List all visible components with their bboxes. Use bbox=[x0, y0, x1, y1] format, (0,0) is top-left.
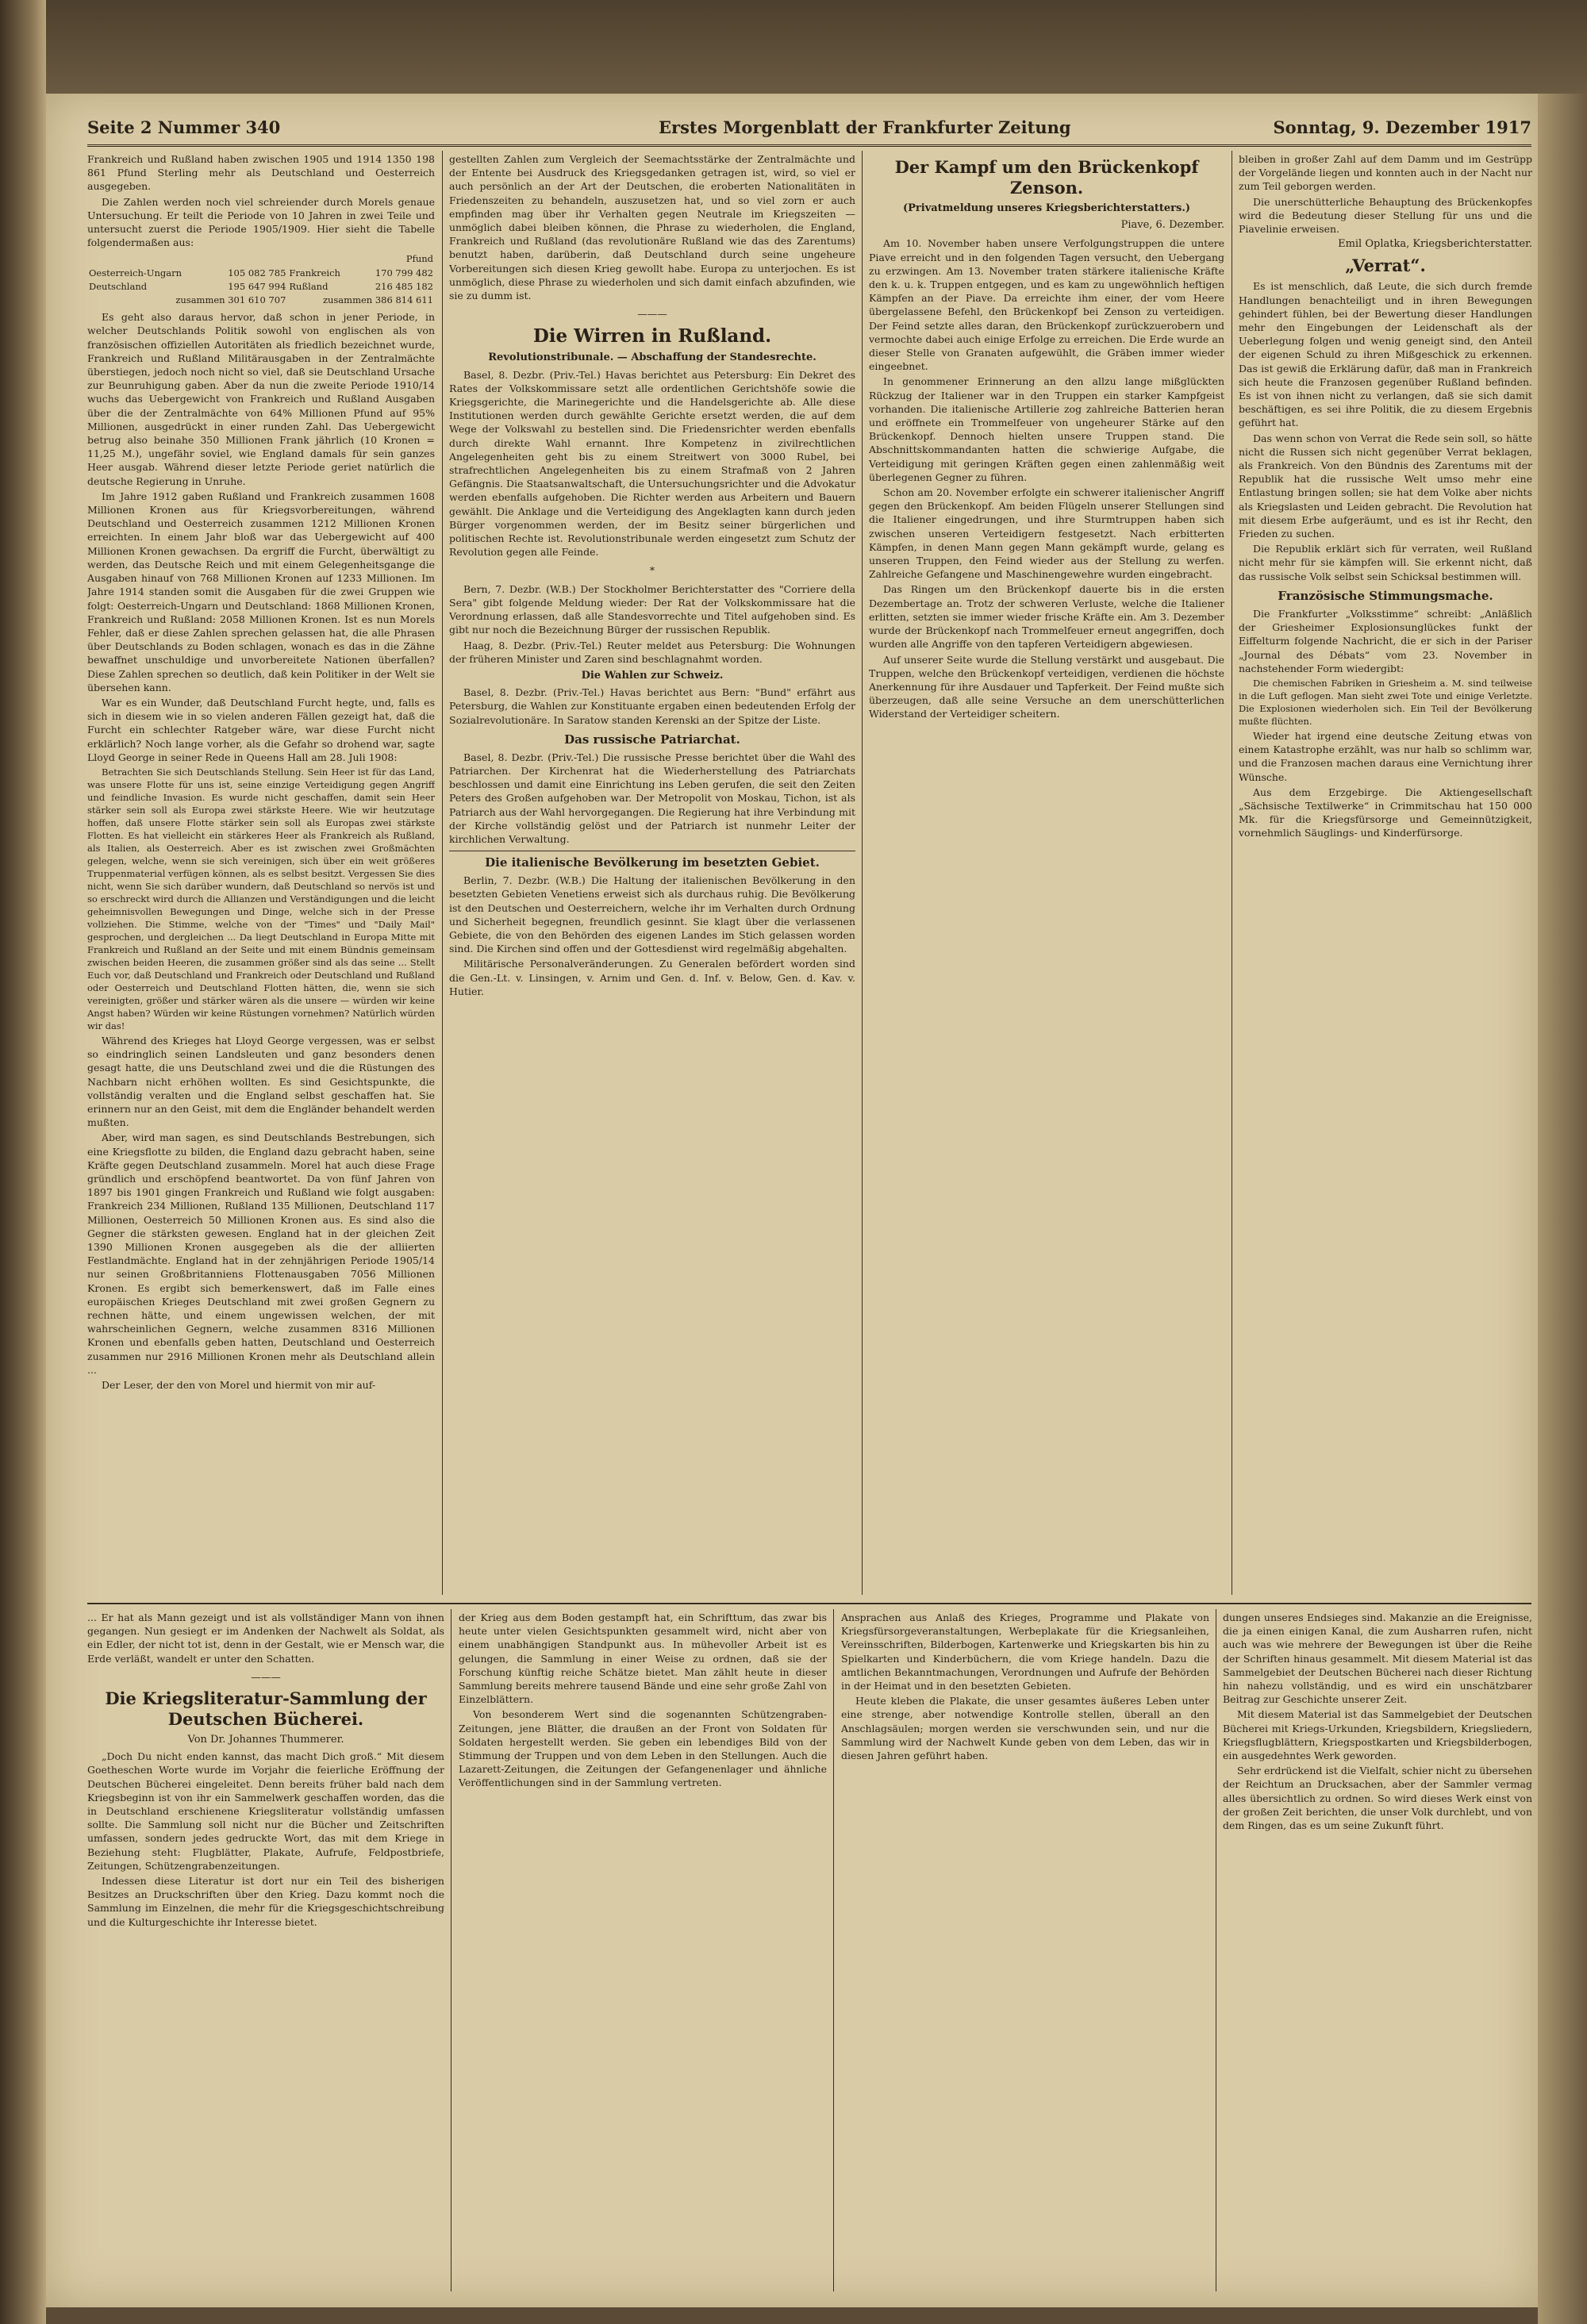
article-subheadline: (Privatmeldung unseres Kriegsberichterstatters.) bbox=[902, 202, 1190, 214]
table-cell: Deutschland bbox=[89, 280, 148, 292]
article-quote: Betrachten Sie sich Deutschlands Stellung. Sein Heer ist für das Land, was unsere Flotte für uns ist, seine einzige Verteidigung gegen Angriff und feindliche Invasion. Es wurde nicht geschaffen, damit sein Heer stärker sein soll als Europa zwei stärkste Heere. Wie wir heutzutage hoffen, daß unsere Flotte stärker sein soll als Europas zwei stärkste Flotten. Es hat vielleicht ein stärkeres Heer als Frankreich als Rußland, als Italien, als Oesterreich. Aber es ist zwischen zwei Großmächten gelegen, welche, wenn sie sich vereinigen, sich über ein weit größeres Truppenmaterial verfügen können, als es selbst besitzt. Vergessen Sie dies nicht, wenn Sie sich darüber wundern, daß Deutschland so nervös ist und so erschreckt wird durch die Allianzen und Verständigungen und die leicht geheimnisvollen Bewegungen und Dinge, welche sich in der Presse vollziehen. Die Stimme, welche von der "Times" und "Daily Mail" gesprochen, und dergleichen ... Da liegt Deutschland in Europa Mitte mit Frankreich und Rußland an der Seite und mit einem Bündnis gemeinsam zwischen beiden Heeren, die zusammen größer sind als das seine ... Stellt Euch vor, daß Deutschland und Frankreich oder Deutschland und Rußland oder Oesterreich und Deutschland Flotten hätten, die, wenn sie sich vereinigten, größer und stärker wären als die unsere — würden wir keine Angst haben? Würden wir keine Rüstungen vornehmen? Natürlich würden wir das! bbox=[87, 766, 435, 1031]
article-paragraph: In genommener Erinnerung an den allzu lange mißglückten Rückzug der Italiener war in den Truppen ein starker Kampfgeist vorhanden. Die italienische Artillerie zog zahlreiche Batterien heran und eröffnete ein Trommelfeuer von ungeheurer Stärke auf den Brückenkopf. Dennoch hielten unsere Truppen stand. Die Abschnittskommandanten hatten die schwierige Aufgabe, die Verteidigung mit geringen Kräften gegen einen zahlenmäßig weit überlegenen Gegner zu führen. bbox=[869, 375, 1224, 483]
article-paragraph: dungen unseres Endsieges sind. Makanzie an die Ereignisse, die ja einen einigen Kanal, die zum Ausharren rufen, nicht auch was wie mehrere der Bewegungen ist über die Reihe der Schriften hinaus gesammelt. Mit diesem Material ist das Sammelgebiet der Deutschen Bücherei nach dieser Richtung hin nahezu vollständig, und es wird ein unschätzbarer Beitrag zur Geschichte unserer Zeit. bbox=[1223, 1611, 1532, 1706]
newspaper-title: Erstes Morgenblatt der Frankfurter Zeitung bbox=[659, 117, 1071, 137]
article-paragraph: Berlin, 7. Dezbr. (W.B.) Die Haltung der italienischen Bevölkerung in den besetzten Gebieten Venetiens erweist sich als durchaus ruhig. Die Bevölkerung ist den Deutschen und Oesterreichern, welche ihr im Verhalten durch Ordnung und Sicherheit begegnen, freundlich gesinnt. Sie klagt über die verlassenen Gebiete, die von den Behörden des eigenen Landes im Stich gelassen worden sind. Die Kirchen sind offen und der Gottesdienst wird regelmäßig abgehalten. bbox=[449, 874, 855, 955]
article-byline: Von Dr. Johannes Thummerer. bbox=[187, 1734, 344, 1746]
scan-right-edge bbox=[1538, 94, 1587, 2324]
section-divider bbox=[87, 1603, 1531, 1604]
article-paragraph: Die Frankfurter „Volksstimme“ schreibt: „Anläßlich der Griesheimer Explosionsunglückes funkt der Eiffelturm folgende Nachricht, die er sich in der Pariser „Journal des Débats“ vom 23. November in nachstehender Form wiedergibt: bbox=[1239, 607, 1532, 674]
article-paragraph: Haag, 8. Dezbr. (Priv.-Tel.) Reuter meldet aus Petersburg: Die Wohnungen der früheren Minister und Zaren sind beschlagnahmt worden. bbox=[449, 639, 855, 665]
table-row bbox=[87, 267, 435, 280]
table-cell: Oesterreich-Ungarn bbox=[89, 267, 182, 278]
separator: ——— bbox=[251, 1670, 281, 1683]
article-paragraph: Während des Krieges hat Lloyd George vergessen, was er selbst so eindringlich seinen Landsleuten und ganz besonders denen gesagt hatte, die uns Deutschland zwei und die die Rüstungen des Nachbarn nicht erhöhen wollten. Es sind Gesichtspunkte, die vollständig veralten und die England selbst geschaffen hat. Sie erinnern nur an den Geist, mit dem die Engländer behandelt werden mußten. bbox=[87, 1034, 435, 1129]
column-rule bbox=[442, 151, 443, 1595]
column-rule bbox=[451, 1609, 452, 2291]
column-1 bbox=[87, 152, 435, 1598]
table-cell: Frankreich bbox=[289, 267, 340, 278]
article-headline: Die italienische Bevölkerung im besetzten Gebiet. bbox=[449, 851, 855, 870]
article-paragraph: Militärische Personalveränderungen. Zu Generalen befördert worden sind die Gen.-Lt. v. Linsingen, v. Arnim und Gen. d. Inf. v. Below, Gen. d. Kav. v. Hutier. bbox=[449, 958, 855, 997]
budget-table bbox=[87, 252, 435, 307]
column-3 bbox=[869, 152, 1224, 1598]
column-rule bbox=[862, 151, 863, 1595]
article-paragraph: Indessen diese Literatur ist dort nur ein Teil des bisherigen Besitzes an Druckschriften über den Krieg. Dazu kommt noch die Sammlung im Einzelnen, die mehr für die Kriegsgeschichtschreibung und die Kulturgeschichte ihr Interesse bietet. bbox=[87, 1875, 444, 1928]
article-paragraph: Mit diesem Material ist das Sammelgebiet der Deutschen Bücherei mit Kriegs-Urkunden, Kriegsbildern, Kriegsliedern, Kriegsflugblättern, Kriegspostkarten und Kriegsbilderbogen, ein ausgedehntes Werk geworden. bbox=[1223, 1708, 1532, 1762]
article-paragraph: Basel, 8. Dezbr. (Priv.-Tel.) Die russische Presse berichtet über die Wahl des Patriarchen. Der Kirchenrat hat die Wiederherstellung des Patriarchats beschlossen und damit eine Einrichtung ins Leben gerufen, die seit den Zeiten Peters des Großen aufgehoben war. Der Metropolit von Moskau, Tichon, ist als Patriarch aus der Wahl hervorgegangen. Die Regierung hat ihre Verbindung mit der Kirche vollständig gelöst und der Patriarch ist nunmehr Leiter der kirchlichen Verwaltung. bbox=[449, 751, 855, 845]
article-paragraph: Es geht also daraus hervor, daß schon in jener Periode, in welcher Deutschlands Politik sowohl von englischen als von französischen offiziellen Autoritäten als friedlich bezeichnet wurde, Frankreich und Rußland Militärausgaben in der Zentralmächte überstiegen, jedoch noch nicht so viel, daß sie Deutschland Ursache zur Beunruhigung gaben. Aber da nun die zweite Periode 1910/14 wuchs das Uebergewicht von Frankreich und Rußland Ausgaben über die der Zentralmächte von 64% Millionen Pfund auf 95% Millionen, ausgedrückt in einer runden Zahl. Das Uebergewicht betrug also beinahe 350 Millionen Frank jährlich (10 Kronen = 11,25 M.), ungefähr soviel, wie England damals für sein ganzes Heer ausgab. Während dieser letzte Periode geriet natürlich die deutsche Regierung in Unruhe. bbox=[87, 311, 435, 487]
article-paragraph: Das Ringen um den Brückenkopf dauerte bis in die ersten Dezembertage an. Trotz der schweren Verluste, welche die Italiener erlitten, setzten sie immer wieder frische Kräfte ein. Am 3. Dezember wurde der Brückenkopf nach Trommelfeuer erneut angegriffen, doch wurden alle Angriffe von den tapferen Verteidigern abgewiesen. bbox=[869, 583, 1224, 651]
article-headline: Die Wirren in Rußland. bbox=[532, 325, 772, 348]
separator: ——— bbox=[637, 308, 667, 321]
article-subheadline: Revolutionstribunale. — Abschaffung der Standesrechte. bbox=[488, 351, 817, 364]
article-paragraph: gestellten Zahlen zum Vergleich der Seemachtsstärke der Zentralmächte und der Entente bei Ausdruck des Kriegsgedanken getragen ist, wird, so viel er auch persönlich an der Art der Deutschen, die eroberten Nationalitäten in Friedenszeiten zu behandeln, auszusetzen hat, und so viel zorn er auch empfinden mag über ihr Verhalten gegen Neutrale im Kriegszeiten — unmöglich dabei bleiben können, die Phrase zu wiederholen, die England, Frankreich und Rußland (das revolutionäre Rußland wie das des Zarentums) benutzt haben, darüberin, daß Deutschland durch seine ungeheure Vorbereitungen sich diesen Krieg gewollt habe. Europa zu unterjochen. Es ist unmöglich, diese Phrase zu wiederholen und sich damit einfach abzufinden, wie sie zu dumm ist. bbox=[449, 153, 855, 302]
table-cell: 170 799 482 bbox=[375, 267, 433, 278]
table-row bbox=[87, 294, 435, 307]
scan-top-edge bbox=[46, 0, 1587, 94]
feuilleton-column-4 bbox=[1223, 1611, 1532, 2285]
article-paragraph: Heute kleben die Plakate, die unser gesamtes äußeres Leben unter eine strenge, aber notwendige Kontrolle stellen, überall an den Anschlagsäulen; morgen werden sie verschwunden sein, und nur die Sammlung wird der Nachwelt Kunde geben von dem Leben, das wir in diesen Jahren geführt haben. bbox=[841, 1695, 1209, 1762]
article-paragraph: Schon am 20. November erfolgte ein schwerer italienischer Angriff gegen den Brückenkopf. Am beiden Flügeln unserer Stellungen sind die Italiener eingedrungen, und ihre Sturmtruppen haben sich zwischen unseren Verteidigern festgesetzt. Nach erbitterten Kämpfen, in denen Mann gegen Mann gekämpft wurde, gelang es unseren Truppen, den Feind wieder aus der Stellung zu werfen. Zahlreiche Gefangene und Maschinengewehre wurden eingebracht. bbox=[869, 486, 1224, 581]
article-paragraph: Aus dem Erzgebirge. Die Aktiengesellschaft „Sächsische Textilwerke“ in Crimmitschau hat 150 000 Mk. für die Kriegsfürsorge und Gemeinnützigkeit, vornehmlich Säuglings- und Kinderfürsorge. bbox=[1239, 786, 1532, 839]
article-paragraph: „Doch Du nicht enden kannst, das macht Dich groß.“ Mit diesem Goetheschen Worte wurde im Vorjahr die feierliche Eröffnung der Deutschen Bücherei eingeleitet. Denn bereits früher bald nach dem Kriegsbeginn ist von ihr ein Sammelwerk geschaffen worden, das die in Deutschland erschienene Kriegsliteratur vollständig umfassen sollte. Die Sammlung soll nicht nur die Bücher und Zeitschriften umfassen, sondern jedes gedruckte Wort, das mit dem Kriege in Beziehung steht: Flugblätter, Plakate, Aufrufe, Feldpostbriefe, Zeitungen, Schützengrabenzeitungen. bbox=[87, 1750, 444, 1872]
article-paragraph: Sehr erdrückend ist die Vielfalt, schier nicht zu übersehen der Reichtum an Drucksachen, aber der Sammler vermag alles übersichtlich zu ordnen. So wird dieses Werk einst von der großen Zeit berichten, die unser Volk durchlebt, und von dem Ringen, das es um seine Zukunft führt. bbox=[1223, 1765, 1532, 1832]
issue-date: Sonntag, 9. Dezember 1917 bbox=[1273, 117, 1531, 137]
article-paragraph: Wieder hat irgend eine deutsche Zeitung etwas von einem Katastrophe erzählt, was nur halb so schlimm war, und die Franzosen machen daraus eine Vernichtung ihrer Wünsche. bbox=[1239, 729, 1532, 783]
table-cell: 195 647 994 bbox=[228, 280, 286, 292]
article-paragraph: Es ist menschlich, daß Leute, die sich durch fremde Handlungen benachteiligt und in ihren Bewegungen gehindert fühlen, bei der Bewertung dieser Handlungen mehr den Eingebungen der Leidenschaft als der Ueberlegung folgen und wenig geneigt sind, den Anteil der eigenen Schuld zu ihren Mißgeschick zu erkennen. Das ist gewiß die Erklärung dafür, daß man in Frankreich sich heute die Franzosen gegenüber Rußland befinden. Es ist von ihnen nicht zu verlangen, daß sie sich damit beschäftigen, es sei ihre Politik, die zu diesem Ergebnis geführt hat. bbox=[1239, 280, 1532, 429]
article-subheadline: Das russische Patriarchat. bbox=[564, 732, 740, 747]
table-cell: 105 082 785 bbox=[228, 267, 286, 278]
dateline: Piave, 6. Dezember. bbox=[1120, 219, 1224, 232]
page-number: Seite 2 Nummer 340 bbox=[87, 117, 281, 137]
article-headline: „Verrat“. bbox=[1345, 255, 1426, 276]
article-paragraph: War es ein Wunder, daß Deutschland Furcht hegte, und, falls es sich in diesem wie in so vielen anderen Fällen gezeigt hat, daß die Furcht ein schlechter Ratgeber wäre, war diese Furcht nicht erklärlich? Noch lange vorher, als die Gefahr so drohend war, sagte Lloyd George in seiner Rede in Queens Hall am 28. Juli 1908: bbox=[87, 696, 435, 763]
table-row bbox=[87, 280, 435, 294]
article-paragraph: Frankreich und Rußland haben zwischen 1905 und 1914 1350 198 861 Pfund Sterling mehr als Deutschland und Oesterreich ausgegeben. bbox=[87, 153, 435, 193]
article-subheadline: Die Wahlen zur Schweiz. bbox=[581, 669, 724, 682]
article-paragraph: Aber, wird man sagen, es sind Deutschlands Bestrebungen, sich eine Kriegsflotte zu bilden, die England dazu gebracht haben, seine Kräfte gegen Deutschland zusammeln. Morel hat auch diese Frage gründlich und erschöpfend beantwortet. Da von fünf Jahren von 1897 bis 1901 gingen Frankreich und Rußland wie folgt ausgaben: Frankreich 234 Millionen, Rußland 135 Millionen, Deutschland 117 Millionen, Oesterreich 50 Millionen Kronen aus. Es sind also die Gegner die stärksten gewesen. England hat in der gleichen Zeit 1390 Millionen Kronen ausgegeben als die der alliierten Festlandmächte. England hat in der zehnjährigen Periode 1905/14 nur seinen Großbritanniens Flottenausgaben 7056 Millionen Kronen. Es ergibt sich bemerkenswert, daß im Falle eines europäischen Krieges Deutschland mit zwei großen Gegnern zu rechnen hätte, und einem ungewissen welchen, der mit wahrscheinlichen Gegnern, welche zusammen 8316 Millionen Kronen und ebenfalls geben hatten, Deutschland und Oesterreich zusammen nur 2916 Millionen Kronen mehr als Deutschland allein ... bbox=[87, 1131, 435, 1376]
table-cell: Rußland bbox=[289, 280, 329, 292]
table-total: zusammen 386 814 611 bbox=[322, 294, 433, 306]
article-headline: Französische Stimmungsmache. bbox=[1278, 588, 1493, 603]
article-paragraph: Ansprachen aus Anlaß des Krieges, Programme und Plakate von Kriegsfürsorgeveranstaltungen, Werbeplakate für die Kriegsanleihen, Vereinsschriften, Bilderbogen, Kartenwerke und Kriegskarten bis hin zu Spielkarten und Kinderbüchern, die vom Kriege handeln. Dazu die amtlichen Bekanntmachungen, Verordnungen und Aufrufe der Behörden in der Heimat und in den besetzten Gebieten. bbox=[841, 1611, 1209, 1692]
article-paragraph: Basel, 8. Dezbr. (Priv.-Tel.) Havas berichtet aus Bern: "Bund" erfährt aus Petersburg, die Wahlen zur Konstituante ergaben einen bedeutenden Erfolg der Sozialrevolutionäre. In Saratow standen Kerenski an der Spitze der Liste. bbox=[449, 686, 855, 726]
article-paragraph: Im Jahre 1912 gaben Rußland und Frankreich zusammen 1608 Millionen Kronen aus für Kriegsvorbereitungen, während Deutschland und Oesterreich zusammen 1212 Millionen Kronen erreichten. In einem Jahr bloß war das Uebergewicht auf 400 Millionen Kronen gewachsen. Da ergriff die Furcht, überwältigt zu werden, das Deutsche Reich und mit einem Gelegenheitsgange die Ausgaben hinauf von 768 Millionen Kronen auf 1233 Millionen. Im Jahre 1914 standen somit die Ausgaben für die zwei Gruppen wie folgt: Oesterreich-Ungarn und Deutschland: 1868 Millionen Kronen, Frankreich und Rußland: 2058 Millionen Kronen. Ist es nun Morels Fehler, daß er diese Zahlen sprechen gelassen hat, die alle Phrasen über Deutschlands zu Boden schlagen, wonach es das in die Zähne bewaffnet unschuldige und unvorbereitete Nationen überfallen? Diese Zahlen sprechen so deutlich, daß kein Politiker in der Welt sie übersehen kann. bbox=[87, 490, 435, 693]
feuilleton-column-1 bbox=[87, 1611, 444, 2285]
article-paragraph: Die Zahlen werden noch viel schreiender durch Morels genaue Untersuchung. Er teilt die Periode von 10 Jahren in zwei Teile und untersucht zuerst die Periode 1905/1909. Hier sieht die Tabelle folgendermaßen aus: bbox=[87, 195, 435, 249]
article-paragraph: Auf unserer Seite wurde die Stellung verstärkt und ausgebaut. Die Truppen, welche den Brückenkopf verteidigen, verdienen die höchste Anerkennung für ihre Ausdauer und Tapferkeit. Der Feind mußte sich überzeugen, daß alle seine Versuche an dem unerschütterlichen Widerstand der Verteidiger scheitern. bbox=[869, 653, 1224, 720]
article-paragraph: Die Republik erklärt sich für verraten, weil Rußland nicht mehr für sie kämpfen will. Sie erkennt nicht, daß das russische Volk selbst sein Schicksal bestimmen will. bbox=[1239, 543, 1532, 582]
page-header bbox=[87, 117, 1531, 147]
feuilleton-column-2 bbox=[459, 1611, 827, 2285]
article-headline: Der Kampf um den Brückenkopf Zenson. bbox=[894, 157, 1199, 198]
article-paragraph: Bern, 7. Dezbr. (W.B.) Der Stockholmer Berichterstatter des "Corriere della Sera" gibt folgende Meldung wieder: Der Rat der Volkskommissare hat die Verordnung erlassen, daß alle Standesvorrechte und Titel aufgehoben sind. Es gibt nur noch die Bezeichnung Bürger der russischen Republik. bbox=[449, 582, 855, 636]
article-paragraph: ... Er hat als Mann gezeigt und ist als vollständiger Mann von ihnen gegangen. Nun gesiegt er im Andenken der Nachwelt als Soldat, als ein Edler, der nicht tot ist, denn in der Gestalt, wie er Mensch war, die Erde verläßt, wandelt er unter den Schatten. bbox=[87, 1611, 444, 1665]
article-paragraph: Am 10. November haben unsere Verfolgungstruppen die untere Piave erreicht und in den folgenden Tagen versucht, den Uebergang zu erzwingen. Am 13. November traten stärkere italienische Kräfte den k. u. k. Truppen entgegen, und es kam zu ungewöhnlich heftigen Kämpfen an der Piave. Da erreichte ihm einer, der vom Heere übergelassene Befehl, den Brückenkopf bei Zenson zu verteidigen. Der Feind setzte alles daran, den Brückenkopf zurückzuerobern und vermochte dabei auch einige Erfolge zu erreichen. Die Erde wurde an dieser Stelle von Granaten aufgewühlt, die Gräben immer wieder eingeebnet. bbox=[869, 237, 1224, 373]
article-paragraph: Der Leser, der den von Morel und hiermit von mir auf- bbox=[102, 1379, 376, 1392]
article-paragraph: der Krieg aus dem Boden gestampft hat, ein Schrifttum, das zwar bis heute unter vielen Gesichtspunkten gesammelt wird, nicht aber von einem unabhängigen Standpunkt aus. In mühevoller Arbeit ist es gelungen, die Sammlung in einer Weise zu ordnen, daß sie der Forschung künftig reiche Schätze bietet. Man zählt heute in dieser Sammlung bereits mehrere tausend Bände und eine sehr große Zahl von Einzelblättern. bbox=[459, 1611, 827, 1706]
article-paragraph: Von besonderem Wert sind die sogenannten Schützengraben-Zeitungen, jene Blätter, die draußen an der Front von Soldaten für Soldaten hergestellt werden. Sie geben ein lebendiges Bild von der Stimmung der Truppen und von dem Leben in den Stellungen. Auch die Lazarett-Zeitungen, die Zeitungen der Gefangenenlager und ähnliche Veröffentlichungen sind in der Sammlung vertreten. bbox=[459, 1708, 827, 1789]
article-headline: Die Kriegsliteratur-Sammlung der Deutschen Bücherei. bbox=[105, 1688, 427, 1730]
column-rule bbox=[833, 1609, 834, 2291]
feuilleton-column-3 bbox=[841, 1611, 1209, 2285]
table-total: zusammen 301 610 707 bbox=[175, 294, 286, 306]
table-cell: 216 485 182 bbox=[375, 280, 433, 292]
article-paragraph: Basel, 8. Dezbr. (Priv.-Tel.) Havas berichtet aus Petersburg: Ein Dekret des Rates der Volkskommissare setzt alle ordentlichen Gerichtshöfe sowie die Kriegsgerichte, die Marinegerichte und die Handelsgerichte ab. Alle diese Institutionen werden durch gewählte Gerichte ersetzt werden, die auf dem Wege der Volkswahl zu bestellen sind. Die Friedensrichter werden ebenfalls durch direkte Wahl ernannt. Ihre Kompetenz in zivilrechtlichen Angelegenheiten geht bis zu einem Streitwert von 3000 Rubel, bei strafrechtlichen Angelegenheiten bis zu einem Strafmaß von 2 Jahren Gefängnis. Die Staatsanwaltschaft, die Untersuchungsrichter und die Advokatur werden ebenfalls aufgehoben. Die Richter werden aus Arbeitern und Bauern gewählt. Die Anklage und die Verteidigung des Angeklagten kann durch jeden Bürger vorgenommen werden, der im Besitz seiner bürgerlichen und politischen Rechte ist. Revolutionstribunale werden eingesetzt zum Schutz der Revolution gegen alle Feinde. bbox=[449, 368, 855, 559]
column-2 bbox=[449, 152, 855, 1598]
scan-left-edge bbox=[0, 0, 46, 2324]
table-unit: Pfund bbox=[405, 253, 433, 265]
article-paragraph: bleiben in großer Zahl auf dem Damm und im Gestrüpp der Vorgelände liegen und konnten auch in der Nacht nur zum Teil geborgen werden. bbox=[1239, 153, 1532, 193]
article-quote: Die chemischen Fabriken in Griesheim a. M. sind teilweise in die Luft geflogen. Man sieht zwei Tote und einige Verletzte. Die Explosionen wiederholen sich. Ein Teil der Bevölkerung mußte flüchten. bbox=[1239, 677, 1532, 727]
article-author: Emil Oplatka, Kriegsberichterstatter. bbox=[1338, 238, 1532, 251]
article-paragraph: Die unerschütterliche Behauptung des Brückenkopfes wird die Bedeutung dieser Stellung für uns und die Piavelinie erweisen. bbox=[1239, 195, 1532, 236]
article-paragraph: Das wenn schon von Verrat die Rede sein soll, so hätte nicht die Russen sich nicht gegenüber Verrat beklagen, als Frankreich. Von den Bündnis des Zarentums mit der Republik hat die russische Welt umso mehr eine Entlastung bringen sollen; sie hat dem Volke aber nichts als Kriegslasten und Leiden gebracht. Die Revolution hat mit diesem Erbe aufgeräumt, und es ist ihr Recht, den Frieden zu suchen. bbox=[1239, 432, 1532, 540]
separator: * bbox=[649, 564, 655, 577]
column-4 bbox=[1239, 152, 1532, 1598]
